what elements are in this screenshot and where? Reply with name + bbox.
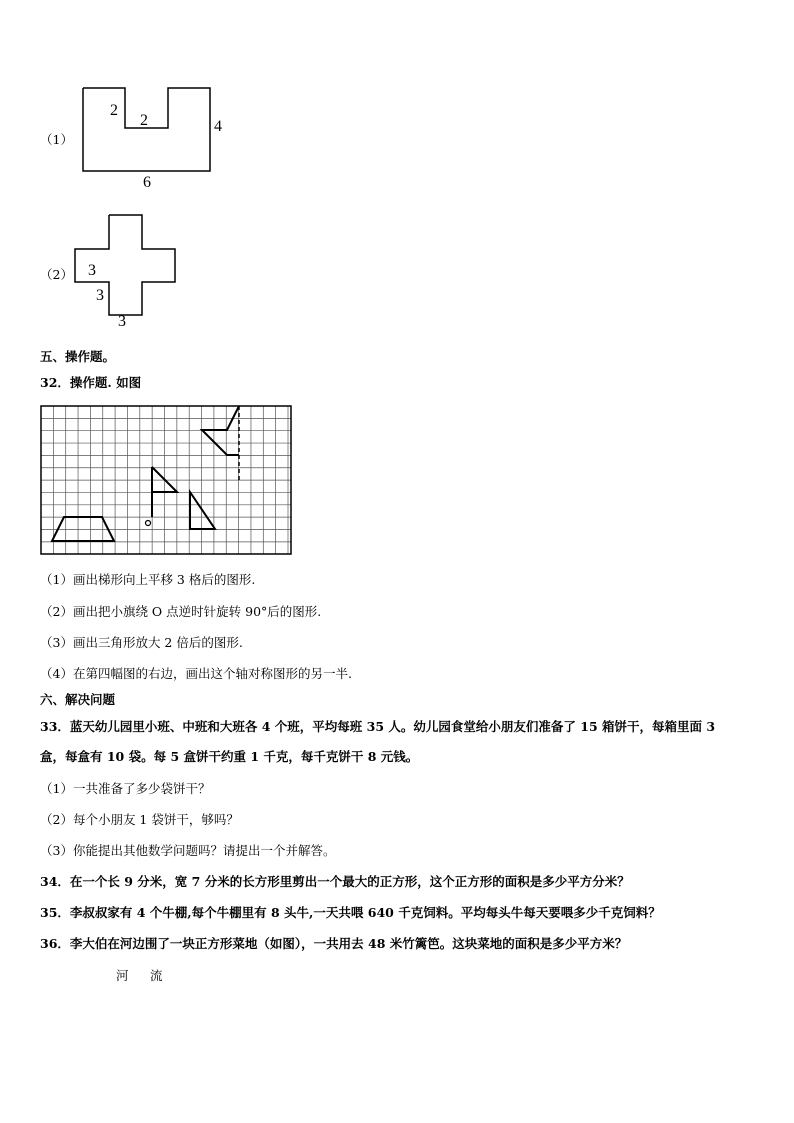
dimension-label: 3: [96, 287, 104, 304]
question-35: 35．李叔叔家有 4 个牛棚,每个牛棚里有 8 头牛,一天共喂 640 千克饲料。平均每头牛每天要喂多少千克饲料？: [40, 905, 661, 920]
question-33-line-1: 33．蓝天幼儿园里小班、中班和大班各 4 个班，平均每班 35 人。幼儿园食堂给小朋友们准备了 15 箱饼干，每箱里面 3: [40, 719, 716, 734]
question-32-title: 32．操作题. 如图: [40, 375, 142, 390]
question-33-item: （3）你能提出其他数学问题吗？请提出一个并解答。: [40, 843, 336, 858]
question-33-item: （2）每个小朋友 1 袋饼干，够吗？: [40, 812, 239, 827]
question-32-item: （1）画出梯形向上平移 3 格后的图形.: [40, 572, 256, 587]
dimension-label: 6: [143, 174, 151, 191]
dimension-label: 2: [110, 102, 118, 119]
river-label-char: 河: [116, 968, 129, 983]
question-33-item: （1）一共准备了多少袋饼干？: [40, 781, 211, 796]
question-32-item: （2）画出把小旗绕 O 点逆时针旋转 90°后的图形.: [40, 604, 322, 619]
section-6-heading: 六、解决问题: [40, 692, 116, 707]
question-33-line-2: 盒，每盒有 10 袋。每 5 盒饼干约重 1 千克，每千克饼干 8 元钱。: [40, 749, 419, 764]
river-label-char: 流: [150, 968, 163, 983]
question-32-grid-figure: [40, 405, 300, 565]
dimension-label: 2: [140, 112, 148, 129]
question-32-item: （3）画出三角形放大 2 倍后的图形.: [40, 635, 243, 650]
question-34: 34．在一个长 9 分米，宽 7 分米的长方形里剪出一个最大的正方形，这个正方形的面积是多少平方分米？: [40, 874, 630, 889]
figure-2-label: （2）: [40, 267, 73, 282]
dimension-label: 3: [118, 313, 126, 330]
figure-1-label: （1）: [40, 132, 73, 147]
dimension-label: 4: [214, 118, 222, 135]
question-36: 36．李大伯在河边围了一块正方形菜地（如图），一共用去 48 米竹篱笆。这块菜地的面积是多少平方米？: [40, 936, 628, 951]
section-5-heading: 五、操作题。: [40, 349, 116, 364]
figure-1-u-shape: [80, 85, 220, 185]
dimension-label: 3: [88, 262, 96, 279]
question-32-item: （4）在第四幅图的右边，画出这个轴对称图形的另一半.: [40, 666, 352, 681]
